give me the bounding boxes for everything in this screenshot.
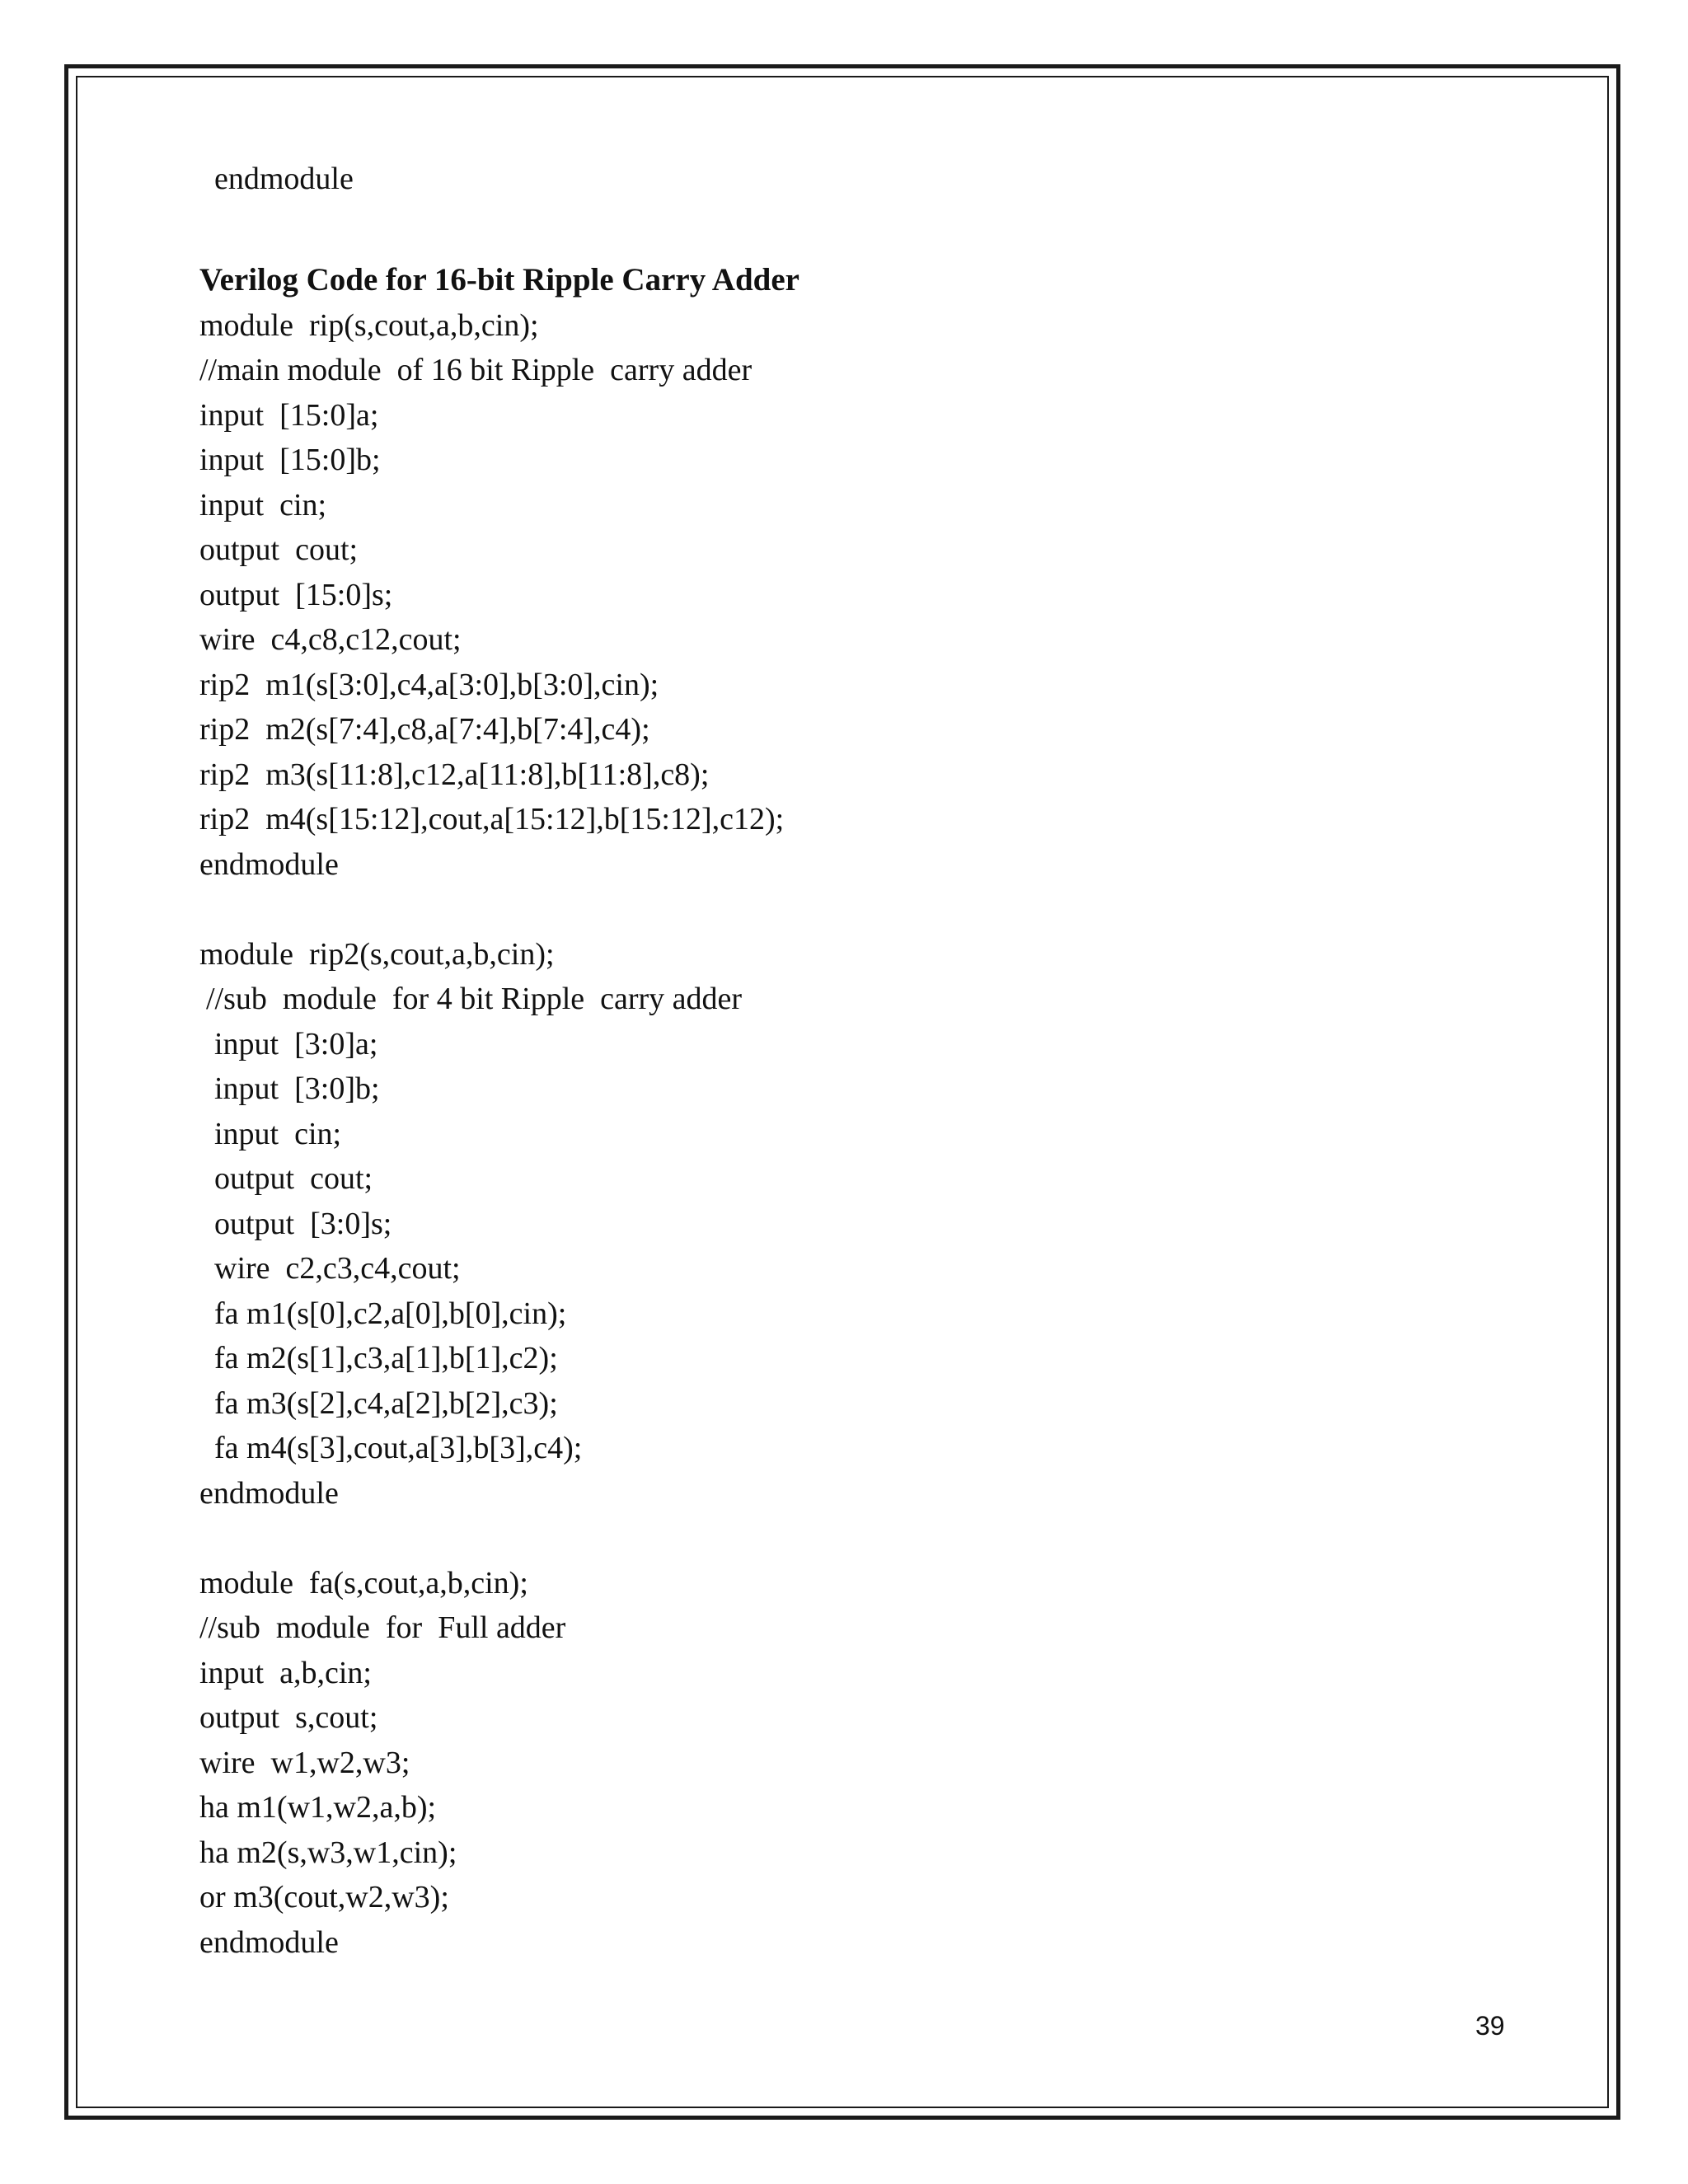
code-line: rip2 m2(s[7:4],c8,a[7:4],b[7:4],c4);	[199, 712, 650, 747]
code-line: fa m2(s[1],c3,a[1],b[1],c2);	[214, 1341, 558, 1376]
code-comment: //sub module for 4 bit Ripple carry adder	[206, 982, 743, 1016]
blank-line	[199, 887, 1518, 932]
code-line: module rip(s,cout,a,b,cin);	[199, 307, 539, 343]
code-line: rip2 m1(s[3:0],c4,a[3:0],b[3:0],cin);	[199, 667, 659, 702]
code-line: output [15:0]s;	[199, 577, 393, 612]
code-line: output cout;	[199, 532, 359, 567]
code-line: endmodule	[199, 1924, 339, 1960]
code-line: module fa(s,cout,a,b,cin);	[199, 1565, 528, 1601]
code-line: output [3:0]s;	[214, 1206, 392, 1241]
code-line: input [15:0]b;	[199, 443, 381, 477]
code-line: rip2 m3(s[11:8],c12,a[11:8],b[11:8],c8);	[199, 757, 710, 792]
code-line: output cout;	[214, 1161, 373, 1196]
code-line: fa m3(s[2],c4,a[2],b[2],c3);	[214, 1385, 558, 1421]
code-block-rip2-module	[199, 932, 1518, 1516]
code-block-fa-module	[199, 1561, 1518, 1966]
code-comment: //main module of 16 bit Ripple carry adder	[199, 353, 753, 387]
code-line: input cin;	[199, 487, 327, 523]
code-line: input a,b,cin;	[199, 1655, 372, 1690]
code-line: input cin;	[214, 1116, 342, 1151]
code-line: wire c2,c3,c4,cout;	[214, 1251, 461, 1286]
code-line: ha m1(w1,w2,a,b);	[199, 1790, 437, 1825]
code-line: module rip2(s,cout,a,b,cin);	[199, 936, 555, 972]
code-line: fa m4(s[3],cout,a[3],b[3],c4);	[214, 1431, 583, 1465]
code-line: input [3:0]a;	[214, 1026, 378, 1062]
code-comment: //sub module for Full adder	[199, 1610, 566, 1645]
code-block-main-module	[199, 303, 1518, 888]
code-line: input [15:0]a;	[199, 397, 379, 433]
code-line: endmodule	[199, 846, 339, 882]
code-line: ha m2(s,w3,w1,cin);	[199, 1835, 457, 1870]
blank-line	[199, 1516, 1518, 1561]
code-line: rip2 m4(s[15:12],cout,a[15:12],b[15:12],c12);	[199, 802, 785, 837]
code-line: or m3(cout,w2,w3);	[199, 1880, 449, 1915]
document-body	[199, 157, 1518, 1965]
code-line: wire c4,c8,c12,cout;	[199, 622, 462, 657]
code-line: wire w1,w2,w3;	[199, 1745, 410, 1780]
code-line: fa m1(s[0],c2,a[0],b[0],cin);	[214, 1296, 567, 1331]
code-line: endmodule	[199, 1475, 339, 1511]
code-line: input [3:0]b;	[214, 1071, 380, 1106]
blank-line	[199, 202, 1518, 247]
code-line: output s,cout;	[199, 1700, 378, 1735]
page-number: 39	[1475, 2011, 1505, 2041]
code-line-top-endmodule: endmodule	[214, 162, 354, 196]
section-heading: Verilog Code for 16-bit Ripple Carry Adder	[199, 262, 799, 298]
